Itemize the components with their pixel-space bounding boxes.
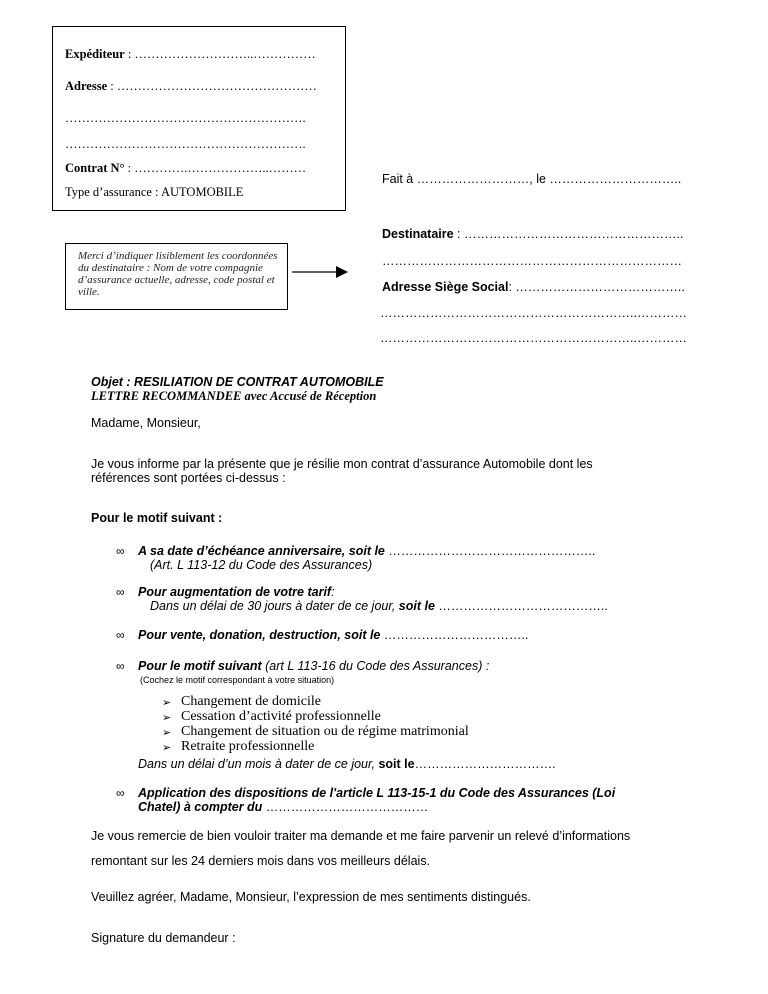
bullet-icon: ∞ <box>116 544 125 558</box>
fait-a-field[interactable]: ………………………, <box>416 172 537 186</box>
date-label: le <box>536 172 550 186</box>
option-chatel-line-2 <box>138 800 428 814</box>
motif-soit-le: soit le <box>378 757 415 771</box>
salutation: Madame, Monsieur, <box>91 416 201 430</box>
type-assurance: Type d’assurance : AUTOMOBILE <box>65 185 244 199</box>
option-motif <box>138 659 489 673</box>
option-motif-hint: (Cochez le motif correspondant à votre situation) <box>140 675 335 685</box>
regards-line: Veuillez agréer, Madame, Monsieur, l’expression de mes sentiments distingués. <box>91 890 531 904</box>
option-vente-label: Pour vente, donation, destruction, soit le <box>138 628 381 642</box>
bullet-icon: ∞ <box>116 628 125 642</box>
adresse-label: Adresse <box>65 79 108 93</box>
option-motif-delay <box>138 757 556 771</box>
siege-line-2[interactable]: ……………………………………………………..………… <box>380 306 687 320</box>
option-chatel-label: Chatel) à compter du <box>138 800 263 814</box>
option-echeance-label: A sa date d’échéance anniversaire, soit le <box>138 544 385 558</box>
adresse-line-3[interactable]: …………………………………………………. <box>65 137 306 151</box>
bullet-icon: ∞ <box>116 786 125 800</box>
motif-date-field[interactable]: ……………………………. <box>414 757 556 771</box>
siege-label: Adresse Siège Social <box>382 280 509 294</box>
option-echeance <box>138 544 595 558</box>
option-augmentation-delay <box>150 599 608 613</box>
bullet-icon: ∞ <box>116 659 125 673</box>
siege-line-3[interactable]: ……………………………………………………..………… <box>380 331 687 345</box>
option-echeance-ref: (Art. L 113-12 du Code des Assurances) <box>150 558 373 572</box>
option-augmentation <box>138 585 335 599</box>
siege-line <box>382 280 685 294</box>
option-augmentation-colon: : <box>331 585 335 599</box>
signature-label: Signature du demandeur : <box>91 931 236 945</box>
option-motif-label: Pour le motif suivant <box>138 659 262 673</box>
intro-line-2: références sont portées ci-dessus : <box>91 471 286 485</box>
option-augmentation-label: Pour augmentation de votre tarif <box>138 585 332 599</box>
destinataire-line-2[interactable]: ……………………………………………………………… <box>382 254 682 268</box>
sub-item-situation[interactable]: Changement de situation ou de régime matrimonial <box>181 724 469 739</box>
sender-box <box>52 26 346 211</box>
date-field[interactable]: ………………………….. <box>549 172 682 186</box>
expediteur-label: Expéditeur <box>65 47 125 61</box>
augmentation-delay-text: Dans un délai de 30 jours à dater de ce jour, <box>150 599 399 613</box>
thanks-line-1: Je vous remercie de bien vouloir traiter ma demande et me faire parvenir un relevé d’informations <box>91 829 631 843</box>
chatel-date-field[interactable]: ………………………………… <box>262 800 429 814</box>
contrat-label: Contrat N° <box>65 161 125 175</box>
sub-item-retraite[interactable]: Retraite professionnelle <box>181 739 315 754</box>
sub-item-domicile[interactable]: Changement de domicile <box>181 694 321 709</box>
expediteur-field[interactable]: : ………………………..…………… <box>124 47 316 61</box>
adresse-field[interactable]: : ………………………………………… <box>107 79 317 93</box>
fait-a-line <box>382 172 681 186</box>
destinataire-line <box>382 227 683 241</box>
contrat-field[interactable]: : ………….………………..……… <box>124 161 307 175</box>
destinataire-label: Destinataire <box>382 227 454 241</box>
arrowhead-bullet-icon: ➢ <box>162 727 172 739</box>
recipient-note: Merci d’indiquer lisiblement les coordonnées du destinataire : Nom de votre compagnie d’assurance actuelle, adresse, code postal et ville. <box>78 250 278 298</box>
adresse-line-2[interactable]: …………………………………………………. <box>65 111 306 125</box>
arrowhead-bullet-icon: ➢ <box>162 697 172 709</box>
contrat-line <box>65 161 306 176</box>
objet-title: Objet : RESILIATION DE CONTRAT AUTOMOBILE <box>91 375 384 389</box>
bullet-icon: ∞ <box>116 585 125 599</box>
intro-line-1: Je vous informe par la présente que je résilie mon contrat d’assurance Automobile dont les <box>91 457 593 471</box>
sub-item-cessation[interactable]: Cessation d’activité professionnelle <box>181 709 381 724</box>
objet-subtitle: LETTRE RECOMMANDEE avec Accusé de Réception <box>91 389 377 403</box>
vente-date-field[interactable]: …………………………….. <box>380 628 529 642</box>
augmentation-date-field[interactable]: ………………………………….. <box>434 599 608 613</box>
option-vente <box>138 628 528 642</box>
option-chatel-line-1: Application des dispositions de l'article L 113-15-1 du Code des Assurances (Loi <box>138 786 616 800</box>
arrowhead-bullet-icon: ➢ <box>162 712 172 724</box>
motif-delay-text: Dans un délai d’un mois à dater de ce jour, <box>138 757 379 771</box>
thanks-line-2: remontant sur les 24 derniers mois dans vos meilleurs délais. <box>91 854 431 868</box>
augmentation-soit-le: soit le <box>398 599 435 613</box>
fait-a-label: Fait à <box>382 172 417 186</box>
expediteur-line <box>65 47 316 62</box>
arrow-right-icon <box>292 264 352 280</box>
arrowhead-bullet-icon: ➢ <box>162 742 172 754</box>
motif-heading: Pour le motif suivant : <box>91 511 223 525</box>
recipient-note-box <box>65 243 288 310</box>
echeance-date-field[interactable]: ………………………………………….. <box>384 544 596 558</box>
adresse-line <box>65 79 317 94</box>
option-motif-ref: (art L 113-16 du Code des Assurances) : <box>261 659 490 673</box>
destinataire-field[interactable]: : …………………………………………….. <box>453 227 684 241</box>
siege-field[interactable]: : ………………………………….. <box>508 280 685 294</box>
